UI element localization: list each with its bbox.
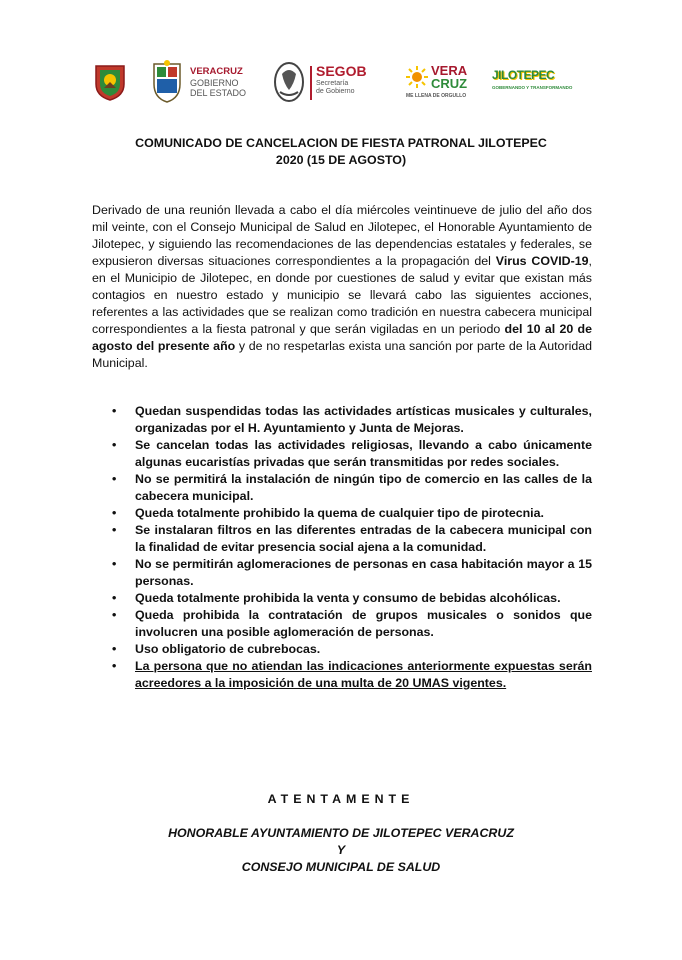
signature-line3: CONSEJO MUNICIPAL DE SALUD (241, 860, 441, 874)
list-item (112, 522, 592, 556)
list-item (112, 590, 592, 607)
list-item-text: No se permitirá la instalación de ningún tipo de comercio en las calles de la cabecera municipal. (135, 472, 592, 503)
list-item (112, 505, 592, 522)
list-item-text: Queda totalmente prohibido la quema de cualquier tipo de pirotecnia. (135, 506, 544, 520)
intro-bold1: Virus COVID-19 (495, 254, 589, 268)
sun-icon (406, 66, 428, 88)
veracruz-gob-line1: VERACRUZ (190, 66, 243, 77)
list-item-text: Queda prohibida la contratación de grupos musicales o sonidos que involucren una posible aglomeración de personas. (135, 608, 592, 639)
jilotepec-tagline: GOBERNANDO Y TRANSFORMANDO (492, 85, 573, 90)
intro-part3: y de no respetarlas exista una sanción por parte de la Autoridad Municipal. (92, 339, 593, 370)
list-item-text: Queda totalmente prohibida la venta y consumo de bebidas alcohólicas. (135, 591, 561, 605)
list-item (112, 437, 592, 471)
national-seal-icon (272, 60, 306, 104)
intro-bold2: del 10 al 20 de agosto del presente año (92, 322, 592, 353)
list-item-text: Se cancelan todas las actividades religiosas, llevando a cabo únicamente algunas eucaristías privadas que serán transmitidas por redes sociales. (135, 438, 592, 469)
signature-line2: Y (336, 843, 346, 857)
list-item-text: Uso obligatorio de cubrebocas. (135, 642, 321, 656)
segob-sub1: Secretaría (316, 80, 349, 87)
veracruz-gob-line3: DEL ESTADO (190, 88, 247, 98)
intro-paragraph (92, 202, 592, 372)
veracruz-gob-line2: GOBIERNO (190, 78, 239, 88)
list-item-penalty (112, 658, 592, 692)
title-line1: COMUNICADO DE CANCELACION DE FIESTA PATRONAL JILOTEPEC (135, 136, 547, 150)
veracruz-mark-line2: CRUZ (431, 76, 468, 91)
list-item (112, 403, 592, 437)
list-item (112, 607, 592, 641)
logos-header (0, 58, 682, 106)
intro-part2: , en el Municipio de Jilotepec, en donde por cuestiones de salud y evitar que existan más contagios en nuestro estado y municipio se llevará cabo las siguientes acciones, referentes a las actividades que se realizan como tradición en nuestra cabecera municipal correspondientes a la fiesta patronal y que serán vigiladas en un periodo (92, 254, 592, 336)
municipal-seal-icon (90, 62, 130, 102)
segob-logo (272, 58, 384, 106)
signature-block (0, 825, 682, 876)
list-item-text: La persona que no atiendan las indicaciones anteriormente expuestas serán acreedores a la imposición de una multa de 20 UMAS vigentes. (135, 659, 592, 690)
measures-list (112, 403, 592, 692)
title-line2: 2020 (15 DE AGOSTO) (275, 153, 407, 167)
jilotepec-name: JILOTEPEC (492, 68, 555, 82)
veracruz-mark-tagline: ME LLENA DE ORGULLO (406, 93, 467, 99)
list-item (112, 556, 592, 590)
list-item (112, 471, 592, 505)
list-item-text: No se permitirán aglomeraciones de personas en casa habitación mayor a 15 personas. (135, 557, 592, 588)
list-item-text: Quedan suspendidas todas las actividades artísticas musicales y culturales, organizadas por el H. Ayuntamiento y Junta de Mejoras. (135, 404, 592, 435)
veracruz-orgullo-logo (404, 58, 484, 106)
signature-line1: HONORABLE AYUNTAMIENTO DE JILOTEPEC VERACRUZ (168, 826, 514, 840)
veracruz-mark-line1: VERA (431, 63, 468, 78)
segob-name: SEGOB (316, 63, 367, 79)
veracruz-gobierno-logo (150, 58, 278, 106)
document-title (92, 135, 590, 169)
list-item-text: Se instalaran filtros en las diferentes entradas de la cabecera municipal con la finalidad de evitar presencia social ajena a la comunidad. (135, 523, 592, 554)
list-item (112, 641, 592, 658)
closing-salutation: ATENTAMENTE (267, 792, 415, 806)
veracruz-shield-icon (150, 58, 184, 104)
jilotepec-logo (492, 58, 582, 106)
segob-sub2: de Gobierno (316, 88, 355, 95)
intro-part1: Derivado de una reunión llevada a cabo el día miércoles veintinueve de julio del año dos mil veinte, con el Consejo Municipal de Salud en Jilotepec, el Honorable Ayuntamiento de Jilotepec, y siguiendo las recomendaciones de las dependencias estatales y federales, se expusieron diversas situaciones correspondientes a la propagación del (92, 203, 592, 268)
segob-divider (310, 66, 312, 100)
